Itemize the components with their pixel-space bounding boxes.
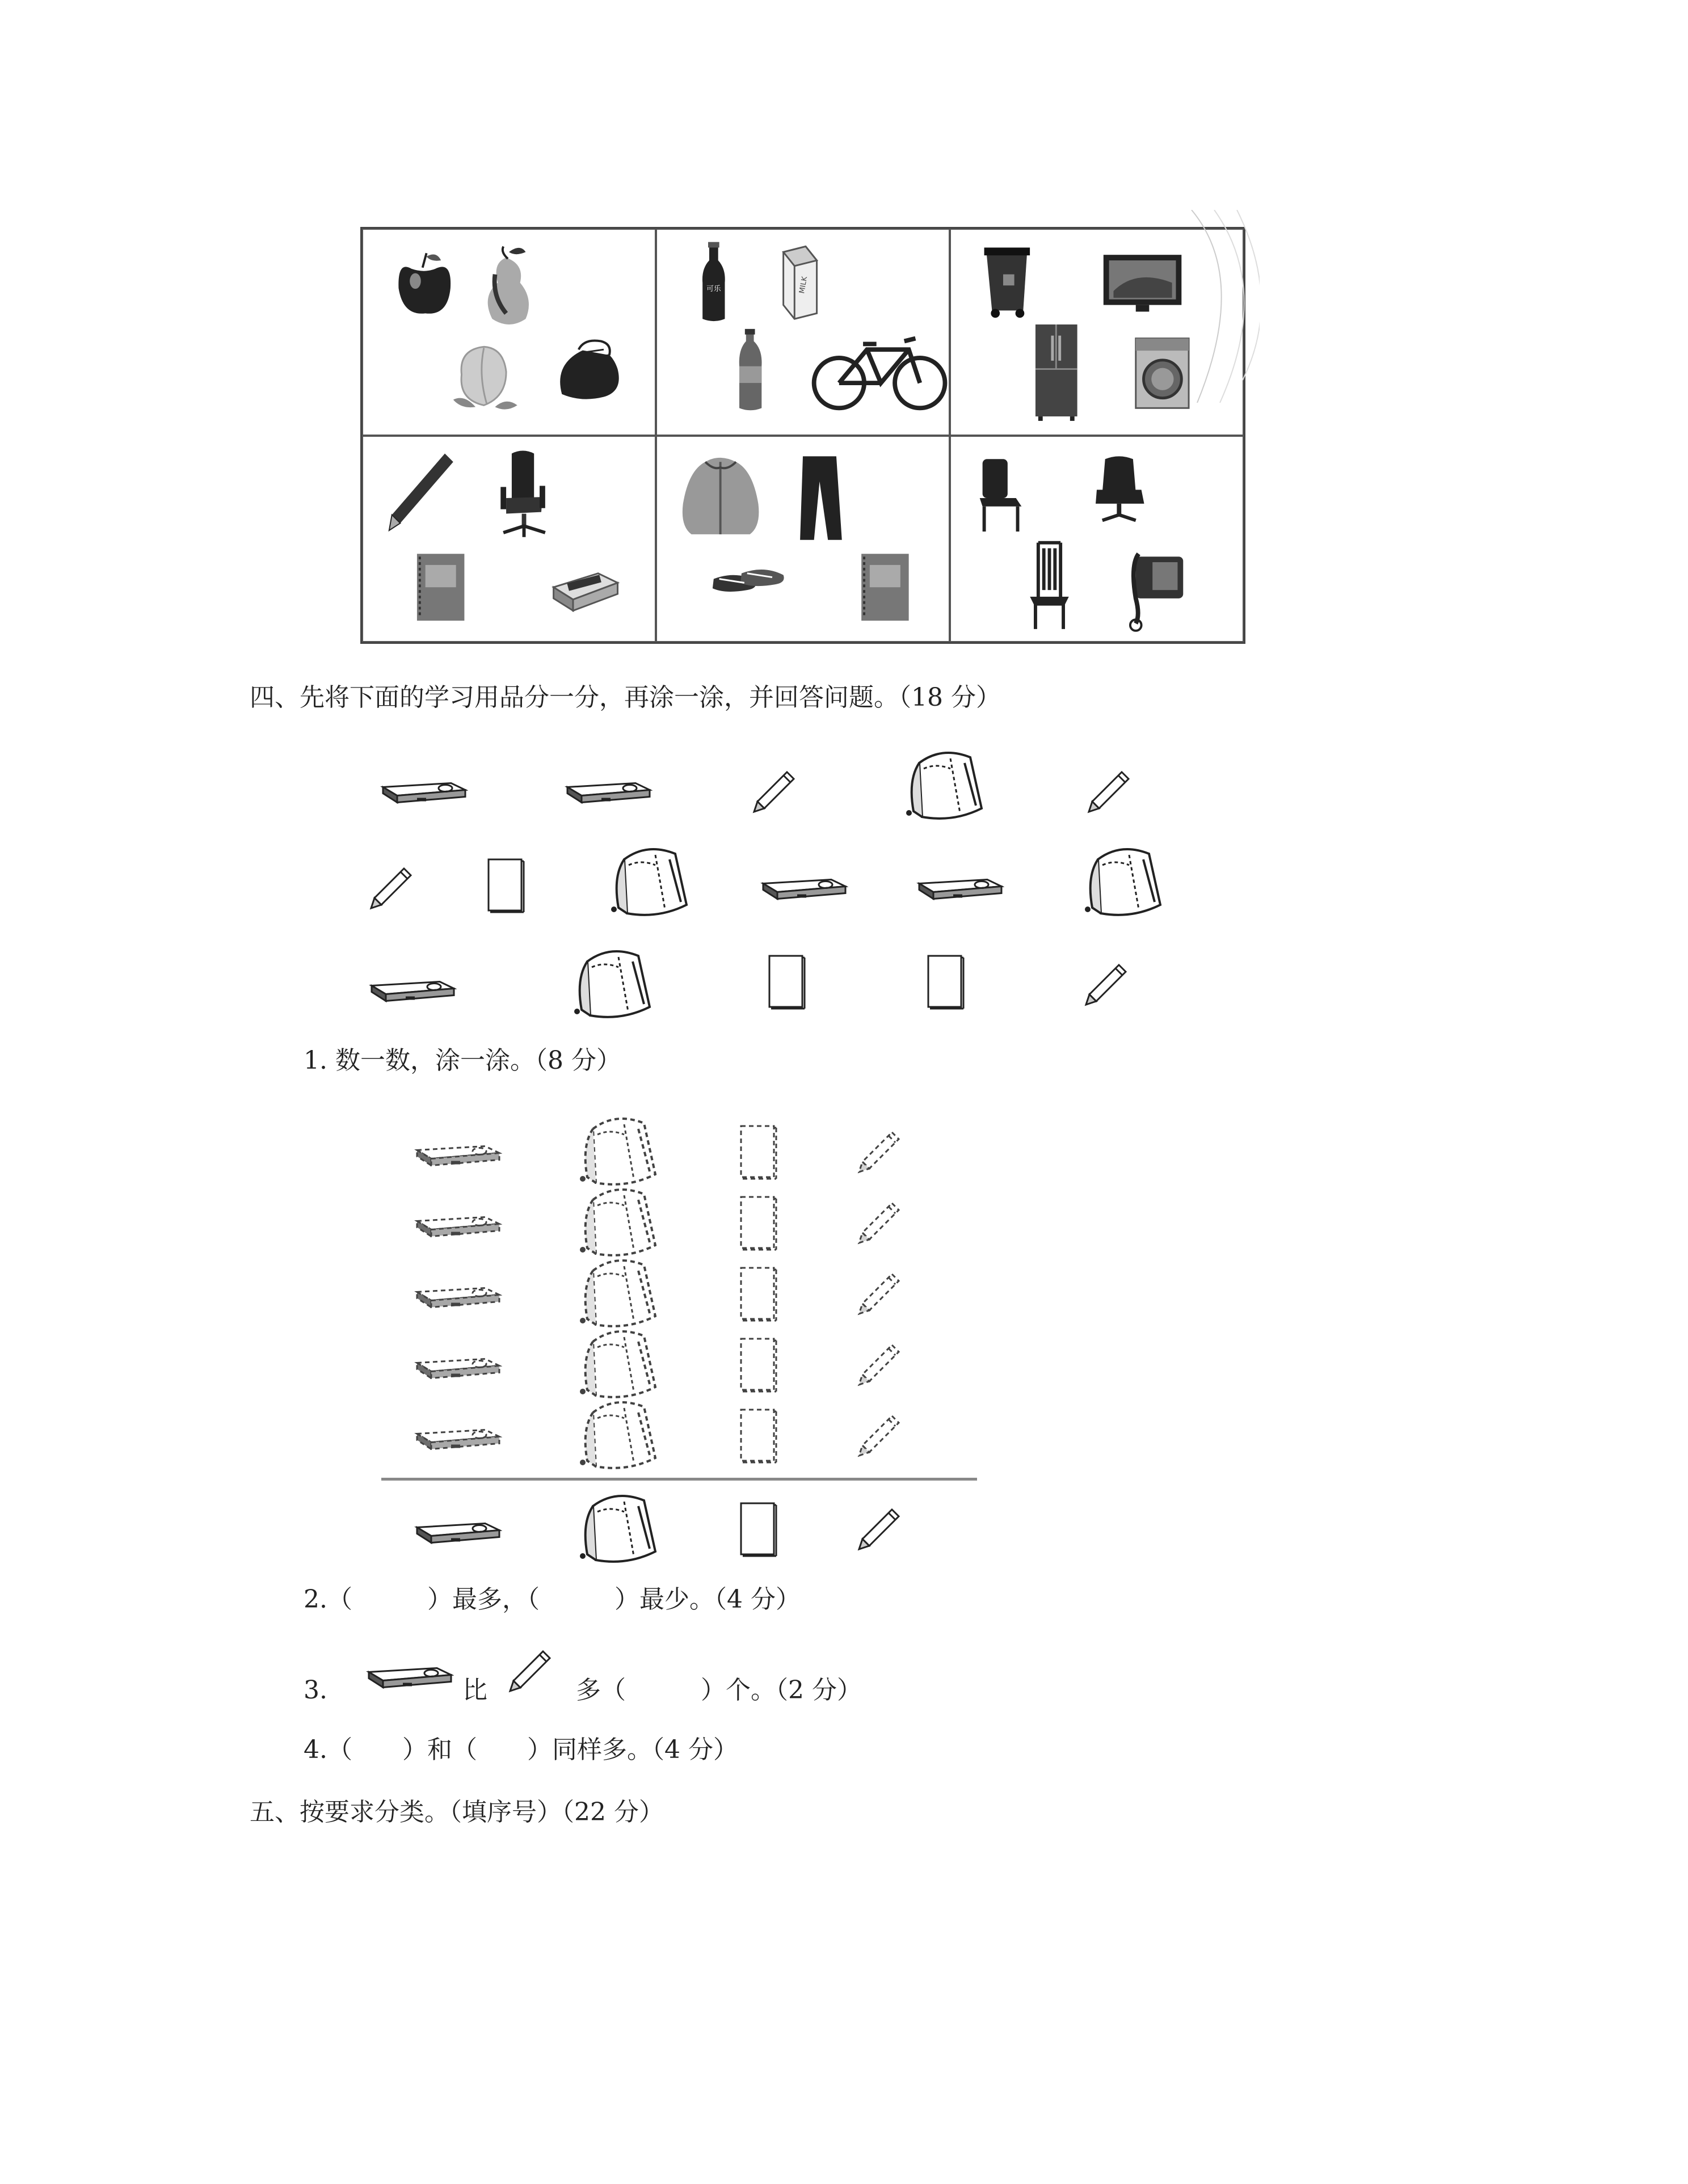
water-bottle-icon	[739, 329, 762, 410]
school-bag-icon	[570, 1489, 661, 1569]
classification-picture-grid	[360, 227, 1245, 644]
telephone-icon	[1130, 554, 1183, 631]
notebook-icon	[417, 554, 464, 621]
pencil-outline-icon	[857, 1342, 902, 1387]
school-bag-icon	[565, 945, 655, 1024]
decorative-arc-icon	[1180, 210, 1260, 403]
grid-cell-fruits	[362, 229, 656, 436]
pencil-box-icon	[363, 1656, 454, 1693]
cola-label: 可乐	[706, 285, 721, 294]
bicycle-icon	[814, 339, 945, 408]
pencil-box-outline-icon	[411, 1135, 502, 1171]
school-bag-outline-icon	[570, 1183, 661, 1262]
tv-icon	[1104, 255, 1182, 311]
notebook-icon	[766, 953, 806, 1010]
grid-cell-5-art	[657, 437, 949, 642]
question-1: 1. 数一数，涂一涂。（8 分）	[304, 1046, 621, 1075]
hat-icon	[560, 340, 619, 399]
pear-icon	[488, 246, 529, 324]
tall-chair-icon	[1033, 542, 1066, 629]
grid-cell-4-art	[363, 437, 655, 642]
question-3-number: 3.	[304, 1676, 327, 1705]
pencil-outline-icon	[857, 1200, 902, 1245]
pencil-outline-icon	[857, 1413, 902, 1458]
question-3-rest: 多（ ）个。（2 分）	[576, 1676, 862, 1705]
pencil-box-icon	[377, 771, 468, 808]
pencil-icon	[1087, 769, 1132, 814]
school-bag-icon	[601, 842, 692, 922]
pencil-box-icon	[411, 1512, 502, 1549]
pencil-box-outline-icon	[411, 1347, 502, 1384]
apple-icon	[398, 253, 451, 314]
fridge-icon	[1035, 324, 1077, 421]
notebook-outline-icon	[738, 1265, 777, 1322]
pencil-box-icon	[914, 868, 1004, 905]
peach-icon	[453, 347, 517, 409]
office-chair-icon	[500, 450, 545, 537]
cola-icon	[702, 242, 725, 321]
pencil-box-outline-icon	[411, 1418, 502, 1455]
school-bag-icon	[896, 746, 987, 825]
question-2: 2.（ ）最多，（ ）最少。（4 分）	[304, 1585, 801, 1614]
pencil-outline-icon	[857, 1271, 902, 1316]
notebook-icon	[861, 554, 908, 621]
pencil-box-icon	[562, 771, 653, 808]
eraser-icon	[554, 573, 618, 610]
grid-cell-1-art	[363, 230, 655, 435]
grid-cell-furniture	[950, 436, 1244, 643]
pencil-box-outline-icon	[411, 1205, 502, 1242]
question-4: 4.（ ）和（ ）同样多。（4 分）	[304, 1735, 738, 1764]
pencil-box-icon	[366, 970, 457, 1007]
pencil-icon	[1084, 962, 1129, 1007]
grid-cell-stationery	[362, 436, 656, 643]
grid-cell-2-art	[657, 230, 949, 435]
pencil-icon	[752, 769, 797, 814]
school-bag-icon	[1075, 842, 1166, 922]
grid-cell-6-art	[951, 437, 1243, 642]
notebook-outline-icon	[738, 1336, 777, 1393]
pencil-icon	[369, 865, 414, 910]
pencil-outline-icon	[857, 1129, 902, 1174]
shoes-icon	[713, 569, 784, 591]
trash-bin-icon	[984, 247, 1030, 318]
coloring-chart-divider	[381, 1478, 977, 1481]
grid-cell-drinks	[656, 229, 950, 436]
notebook-icon	[485, 857, 525, 913]
pencil-box-outline-icon	[411, 1276, 502, 1313]
notebook-outline-icon	[738, 1194, 777, 1251]
school-bag-outline-icon	[570, 1112, 661, 1191]
pencil-icon	[508, 1648, 553, 1693]
notebook-outline-icon	[738, 1407, 777, 1464]
notebook-icon	[925, 953, 965, 1010]
coat-icon	[683, 457, 759, 534]
grid-cell-clothing	[656, 436, 950, 643]
armchair-icon	[1096, 456, 1144, 520]
chair-icon	[980, 459, 1022, 532]
pencil-box-icon	[757, 868, 848, 905]
notebook-icon	[738, 1500, 777, 1557]
section-5-heading: 五、按要求分类。（填序号）（22 分）	[250, 1798, 664, 1827]
question-3-bi: 比	[462, 1676, 487, 1705]
notebook-outline-icon	[738, 1123, 777, 1180]
school-bag-outline-icon	[570, 1254, 661, 1333]
pencil-icon	[857, 1506, 902, 1551]
school-bag-outline-icon	[570, 1395, 661, 1475]
milk-icon	[784, 246, 817, 319]
milk-label: MILK	[798, 276, 810, 294]
section-4-heading: 四、先将下面的学习用品分一分，再涂一涂，并回答问题。（18 分）	[250, 683, 1001, 712]
school-bag-outline-icon	[570, 1325, 661, 1404]
trousers-icon	[800, 456, 842, 539]
pencil-icon	[389, 453, 453, 530]
